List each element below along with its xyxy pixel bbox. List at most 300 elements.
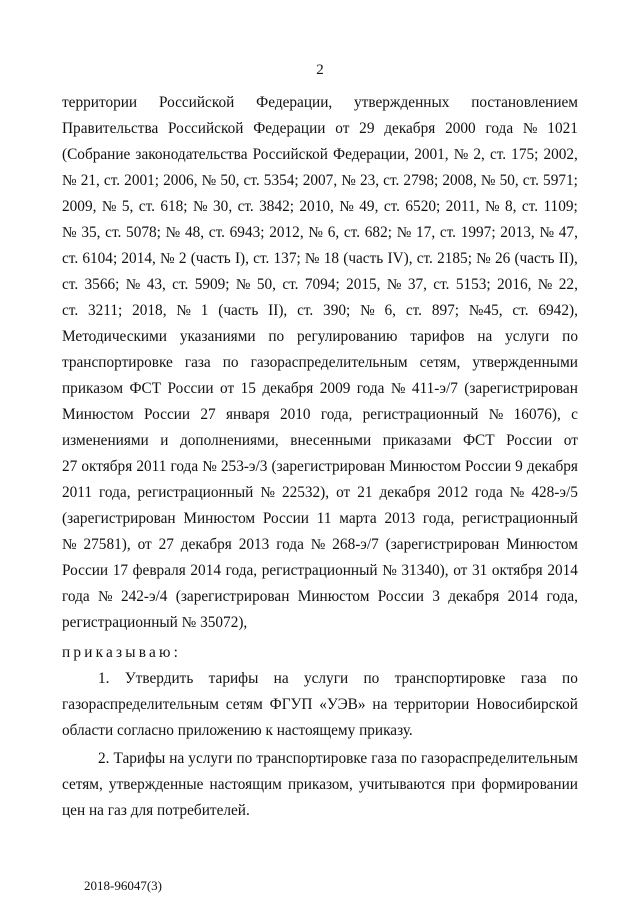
word: года, [99, 484, 131, 501]
word: России [377, 588, 424, 605]
word: 6, [384, 302, 396, 319]
word: 253-э/3 [220, 458, 268, 475]
word: ст. [282, 276, 299, 293]
word: на [372, 696, 388, 713]
word: формировании [481, 776, 578, 793]
word: 2006, [163, 172, 198, 189]
text-line: области согласно приложению к настоящему приказу. [62, 722, 413, 739]
word: декабря [262, 380, 314, 397]
text-line [62, 324, 578, 350]
word: ст. [105, 224, 122, 241]
word: регулированию [297, 328, 398, 345]
word: 23, [359, 172, 380, 189]
word: года, [225, 562, 258, 579]
word: ФСТ [462, 432, 495, 449]
word: 268-э/7 [332, 536, 379, 553]
word: № [396, 224, 412, 241]
word: 5909; [194, 276, 230, 293]
word: по [562, 328, 578, 345]
word: №45, [468, 302, 503, 319]
word: 29 [359, 120, 375, 137]
word: тарифы [208, 670, 259, 687]
word: 2013, [500, 224, 535, 241]
word: Новосибирской [476, 696, 578, 713]
word: (часть [514, 250, 555, 267]
word: № [386, 276, 402, 293]
word: 17 [112, 562, 129, 579]
word: учитываются [358, 776, 446, 793]
word: Минюстом [297, 588, 370, 605]
text-line: регистрационный № 35072), [62, 614, 248, 631]
word: № [308, 224, 323, 241]
word: 2001; [124, 172, 160, 189]
word: 1109; [543, 198, 578, 215]
word: 2009, [62, 198, 97, 215]
word: № [539, 224, 555, 241]
word: (зарегистрирован [464, 380, 578, 397]
text-line [62, 692, 578, 718]
word: ст. [433, 276, 450, 293]
text-line [62, 480, 578, 506]
word: 3566; [84, 276, 120, 293]
word: Федерации [253, 120, 326, 137]
word: утвержденными [472, 354, 578, 371]
word: 682; [364, 224, 392, 241]
word: ФГУП [269, 696, 313, 713]
text-line [62, 142, 578, 168]
word: постановлением [471, 94, 578, 111]
word: 2. [98, 750, 110, 767]
word: утвержденных [354, 94, 450, 111]
word: 31340), [401, 562, 449, 579]
word: ст. [522, 172, 539, 189]
word: 50, [499, 172, 519, 189]
word: по [268, 328, 285, 345]
word: от [453, 562, 468, 579]
word: № [260, 484, 275, 501]
word: года [276, 536, 304, 553]
word: по [401, 750, 417, 767]
text-line [98, 746, 578, 772]
text-line [62, 584, 578, 610]
text-line [62, 558, 578, 584]
word: 26 [494, 250, 511, 267]
word: ст. [343, 224, 361, 241]
word: 3 [432, 588, 440, 605]
word: ст. [405, 302, 422, 319]
word: ст. [138, 198, 155, 215]
word: с [571, 406, 578, 423]
word: 2016, [497, 276, 532, 293]
word: 27 [62, 458, 78, 475]
word: года [170, 458, 199, 475]
word: IV), [387, 250, 413, 267]
word: 2011 [136, 458, 167, 475]
word: регистрационный [137, 484, 254, 501]
word: 6520; [405, 198, 441, 215]
word: Минюстом [62, 406, 134, 423]
word: на [273, 670, 289, 687]
word: утвержденные [108, 776, 204, 793]
word: газа [371, 750, 398, 767]
word: России [464, 458, 512, 475]
word: № [537, 276, 553, 293]
word: 5078; [126, 224, 161, 241]
word: 2012 [437, 484, 469, 501]
word: по [363, 670, 380, 687]
word: от [137, 536, 152, 553]
word: изменениями [62, 432, 149, 449]
word: ст. [62, 302, 79, 319]
text-line [98, 666, 578, 692]
text-line [62, 350, 578, 376]
word: 390; [323, 302, 351, 319]
word: России [262, 510, 309, 527]
word: 428-э/5 [531, 484, 578, 501]
word: 37, [407, 276, 427, 293]
word: 2018, [132, 302, 167, 319]
word: 21, [80, 172, 100, 189]
word: (зарегистрирован [385, 536, 500, 553]
word: 618; [160, 198, 188, 215]
word: от [336, 484, 351, 501]
word: № [390, 380, 406, 397]
word: II), [558, 250, 578, 267]
word: ст. [243, 172, 260, 189]
word: газораспределительным [420, 750, 578, 767]
word: 47, [558, 224, 578, 241]
word: (Собрание [62, 146, 131, 163]
word: 1 [200, 302, 209, 319]
word: 1. [98, 670, 110, 687]
word: 27581), [83, 536, 131, 553]
word: (часть [343, 250, 384, 267]
word: 2010, [299, 198, 334, 215]
word: «УЭВ» [319, 696, 366, 713]
word: № [192, 198, 208, 215]
word: № [480, 172, 496, 189]
word: на [477, 328, 493, 345]
word: 5153; [455, 276, 491, 293]
text-line [62, 454, 578, 480]
word: газа [520, 670, 547, 687]
word: Минюстом [389, 458, 461, 475]
word: по [236, 750, 253, 767]
word: Утвердить [124, 670, 194, 687]
word: 1021 [547, 120, 578, 137]
word: 22532), [281, 484, 330, 501]
word: № [484, 198, 500, 215]
word: дополнениями, [179, 432, 279, 449]
word: № [310, 536, 326, 553]
word: 2002, [543, 146, 578, 163]
word: № [62, 536, 77, 553]
word: (зарегистрирован [62, 510, 176, 527]
word: ст. [208, 224, 225, 241]
word: 21 [357, 484, 373, 501]
word: при [451, 776, 476, 793]
word: 175; [511, 146, 539, 163]
word: Российской [168, 120, 244, 137]
word: ст. [383, 198, 400, 215]
word: (часть [190, 250, 231, 267]
word: 8, [504, 198, 517, 215]
word: ст. [62, 276, 79, 293]
word: 30, [213, 198, 233, 215]
word: Методическими [62, 328, 167, 345]
word: указаниями [179, 328, 256, 345]
word: 411-э/7 [411, 380, 458, 397]
word: года [356, 380, 385, 397]
word: 15 [240, 380, 256, 397]
word: 137; [273, 250, 301, 267]
word: года [475, 484, 503, 501]
word: сетям, [62, 776, 103, 793]
word: приказами [382, 432, 452, 449]
word: № [488, 406, 504, 423]
word: года [62, 588, 90, 605]
word: 2011, [445, 198, 480, 215]
word: от [220, 380, 235, 397]
word: 18 [323, 250, 340, 267]
word: года, [320, 406, 353, 423]
word: 7094; [304, 276, 340, 293]
word: 49, [359, 198, 379, 215]
word: 16076), [513, 406, 561, 423]
word: ст. [103, 172, 121, 189]
word: № [201, 172, 217, 189]
word: 31 [471, 562, 488, 579]
word: от [563, 432, 578, 449]
word: законодательства [135, 146, 248, 163]
word: 5, [121, 198, 134, 215]
word: тарифов [410, 328, 465, 345]
text-line [62, 402, 578, 428]
word: № [304, 250, 320, 267]
word: Федерации, [333, 146, 410, 163]
word: 2011 [62, 484, 93, 501]
word: регистрационный [462, 510, 578, 527]
word: 2798; [403, 172, 439, 189]
word: 2015, [346, 276, 381, 293]
word: 2014 [547, 562, 578, 579]
word: (зарегистрирован [271, 458, 386, 475]
word: территории [62, 94, 138, 111]
word: года [485, 120, 514, 137]
text-line [62, 428, 578, 454]
word: № [341, 172, 356, 189]
word: газораспределительным [62, 696, 219, 713]
word: ст. [172, 276, 189, 293]
word: декабря [379, 484, 431, 501]
word: услуги [303, 670, 349, 687]
word: территории [394, 696, 470, 713]
text-line [62, 376, 578, 402]
word: 22, [558, 276, 578, 293]
word: 2185; [437, 250, 472, 267]
word: 9 [515, 458, 523, 475]
word: 6, [327, 224, 340, 241]
word: 897; [431, 302, 460, 319]
page-number: 2 [316, 62, 324, 78]
word: № [360, 302, 375, 319]
word: 2001, [414, 146, 449, 163]
word: 27 [200, 406, 216, 423]
word: регистрационный [261, 562, 378, 579]
word: 2012, [269, 224, 304, 241]
word: I), [234, 250, 249, 267]
word: 6943; [229, 224, 265, 241]
word: ст. [297, 302, 314, 319]
word: 11 [316, 510, 332, 527]
word: декабря [526, 458, 578, 475]
word: ст. [521, 198, 539, 215]
word: России [167, 380, 214, 397]
word: ст. [512, 302, 529, 319]
word: 27 [158, 536, 174, 553]
word: октября [81, 458, 133, 475]
word: Минюстом [506, 536, 578, 553]
text-line [62, 168, 578, 194]
word: внесенными [290, 432, 372, 449]
text-line [62, 220, 578, 246]
word: 5971; [543, 172, 578, 189]
word: ст. [253, 250, 270, 267]
word: на [169, 750, 185, 767]
word: 50, [220, 172, 240, 189]
word: 2014 [190, 562, 221, 579]
text-line [62, 532, 578, 558]
word: (часть [218, 302, 259, 319]
word: регистрационный [362, 406, 479, 423]
word: ст. [439, 224, 457, 241]
word: Федерации, [256, 94, 333, 111]
word: 3842; [259, 198, 294, 215]
word: № [98, 588, 113, 605]
word: II), [268, 302, 288, 319]
word: декабря [180, 536, 232, 553]
word: 43, [146, 276, 166, 293]
word: № [509, 484, 525, 501]
word: 48, [184, 224, 205, 241]
word: Российской [252, 146, 328, 163]
word: 17, [416, 224, 436, 241]
word: 2014, [121, 250, 156, 267]
word: России [506, 432, 553, 449]
word: Тарифы [113, 750, 166, 767]
word: приказом, [287, 776, 353, 793]
text-line [62, 116, 578, 142]
word: № [522, 120, 538, 137]
word: № [125, 276, 141, 293]
word: по [562, 670, 578, 687]
word: марта [339, 510, 377, 527]
word: 6104; [82, 250, 118, 267]
word: 2009 [319, 380, 351, 397]
word: года, [422, 510, 455, 527]
word: сетям [225, 696, 263, 713]
word: года, [546, 588, 578, 605]
word: № [235, 276, 251, 293]
text-line: цен на газ для потребителей. [62, 802, 250, 819]
word: 35, [81, 224, 101, 241]
word: от [335, 120, 350, 137]
word: услуги [188, 750, 233, 767]
word: 50, [256, 276, 276, 293]
word: газа [184, 354, 211, 371]
word: № [339, 198, 354, 215]
text-line [62, 246, 578, 272]
word: ст. [489, 146, 507, 163]
word: ст. [383, 172, 400, 189]
text-line [62, 772, 578, 798]
word: 6942), [538, 302, 578, 319]
word: января [225, 406, 270, 423]
word: сетям, [419, 354, 461, 371]
word: (зарегистрирован [175, 588, 290, 605]
text-line [62, 272, 578, 298]
word: декабря [448, 588, 500, 605]
footer-document-code: 2018-96047(3) [84, 878, 162, 893]
word: 2010 [279, 406, 311, 423]
word: № [62, 172, 77, 189]
word: 2007, [302, 172, 338, 189]
word: газораспределительным [250, 354, 408, 371]
word: 3211; [87, 302, 123, 319]
word: 2014 [507, 588, 539, 605]
word: № [165, 224, 181, 241]
word: настоящим [209, 776, 282, 793]
word: № [176, 302, 191, 319]
word: по [222, 354, 239, 371]
word: ст. [416, 250, 433, 267]
word: Российской [158, 94, 235, 111]
word: Правительства [62, 120, 159, 137]
word: ст. [62, 250, 79, 267]
word: № [101, 198, 117, 215]
text-line: приказываю: [62, 644, 182, 661]
word: № [453, 146, 469, 163]
word: России [62, 562, 109, 579]
text-line [62, 506, 578, 532]
word: 2008, [442, 172, 477, 189]
word: услуги [505, 328, 550, 345]
word: № [382, 562, 397, 579]
word: 1997; [460, 224, 496, 241]
word: февраля [132, 562, 186, 579]
word: № [62, 224, 77, 241]
word: транспортировке [256, 750, 368, 767]
word: 2013 [384, 510, 416, 527]
word: 5354; [263, 172, 299, 189]
text-line [62, 298, 578, 324]
text-line [62, 90, 578, 116]
word: октября [491, 562, 543, 579]
word: и [160, 432, 169, 449]
text-line [62, 194, 578, 220]
word: № [202, 458, 217, 475]
word: транспортировке [394, 670, 506, 687]
word: приказом [62, 380, 124, 397]
word: № [476, 250, 491, 267]
word: Минюстом [183, 510, 256, 527]
word: № [160, 250, 175, 267]
word: России [144, 406, 191, 423]
word: 2, [473, 146, 485, 163]
word: ФСТ [129, 380, 162, 397]
word: 2000 [445, 120, 476, 137]
word: 2013 [238, 536, 270, 553]
